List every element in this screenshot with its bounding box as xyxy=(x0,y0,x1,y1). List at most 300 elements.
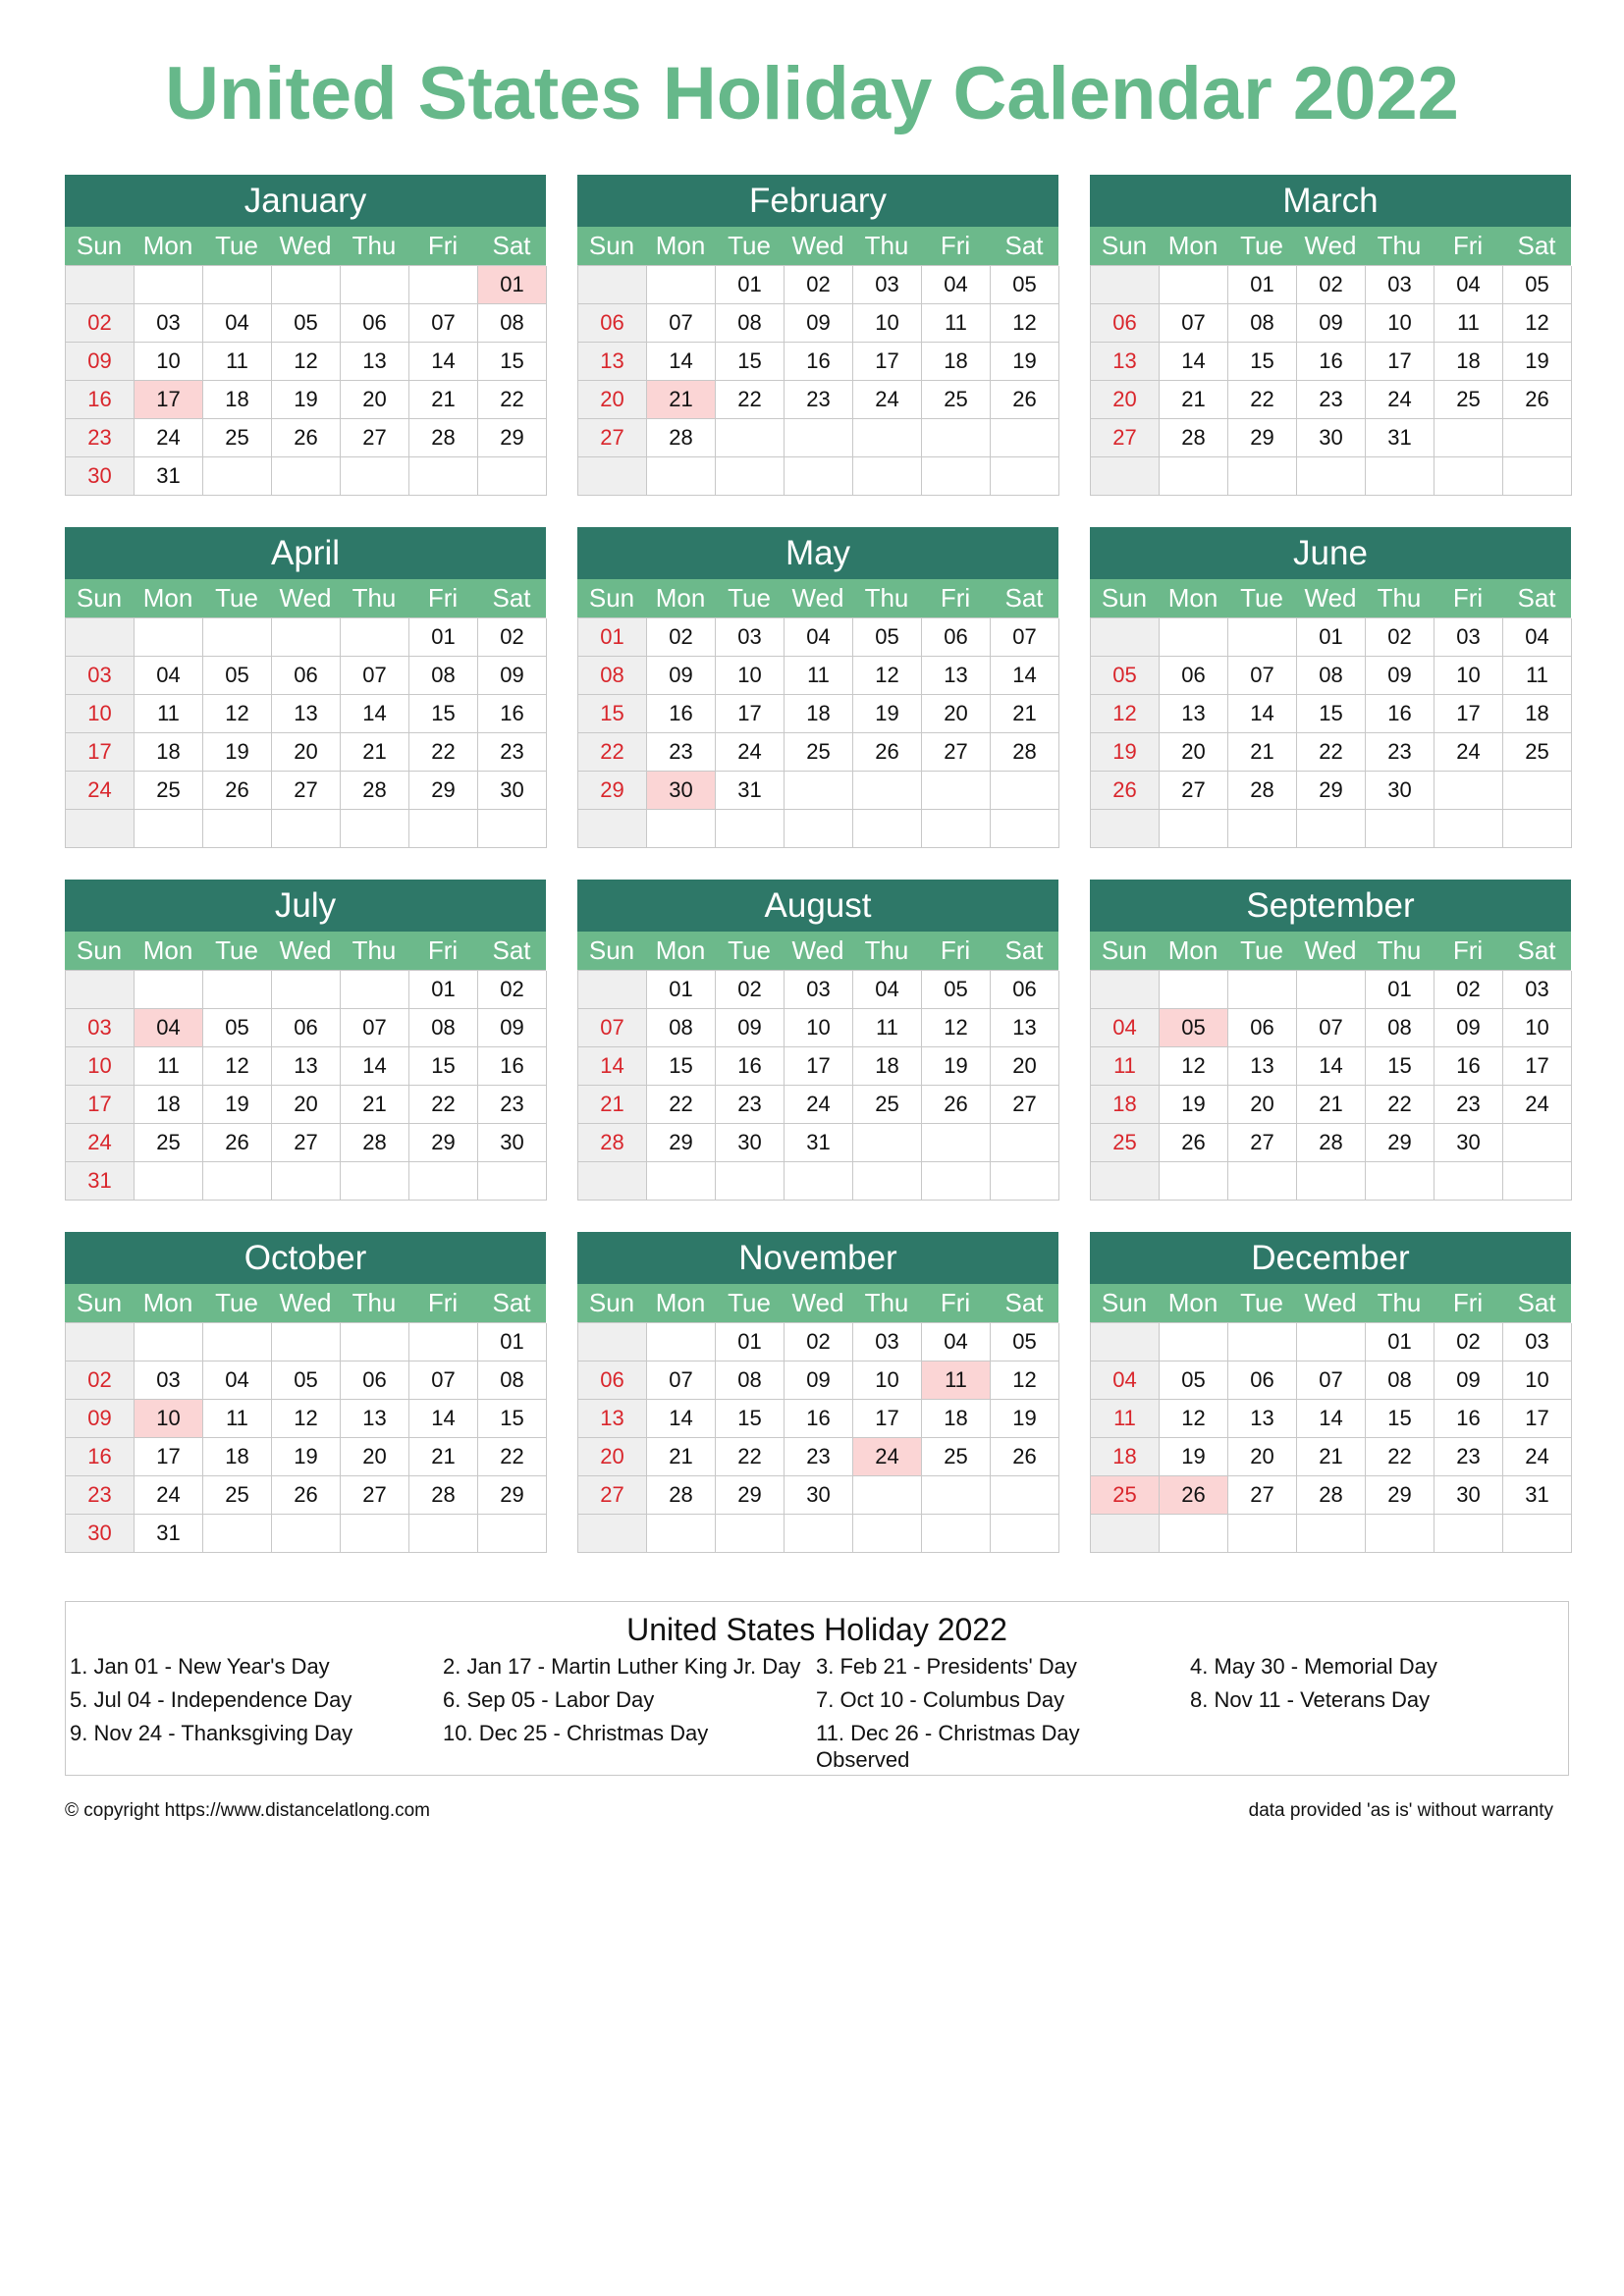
holiday-day-cell: 25 xyxy=(1091,1476,1160,1515)
empty-day-cell xyxy=(341,1323,409,1362)
day-grid xyxy=(1090,617,1571,848)
day-cell: 16 xyxy=(647,695,716,733)
week-row xyxy=(1091,1047,1571,1086)
week-row xyxy=(66,343,546,381)
weekday-label: Sun xyxy=(1101,1288,1148,1317)
day-cell: 28 xyxy=(341,772,409,810)
day-cell: 03 xyxy=(716,618,785,657)
day-cell: 18 xyxy=(1091,1086,1160,1124)
empty-day-cell xyxy=(1160,810,1228,848)
empty-day-cell xyxy=(1435,419,1503,457)
weekday-label: Thu xyxy=(352,935,397,965)
empty-day-cell xyxy=(578,1515,647,1553)
day-cell: 07 xyxy=(578,1009,647,1047)
day-cell: 13 xyxy=(578,343,647,381)
day-cell: 17 xyxy=(1503,1047,1572,1086)
weekday-label: Thu xyxy=(352,231,397,260)
day-cell: 25 xyxy=(203,1476,272,1515)
day-cell: 28 xyxy=(991,733,1059,772)
day-cell: 27 xyxy=(922,733,991,772)
day-cell: 22 xyxy=(478,381,547,419)
day-cell: 29 xyxy=(1228,419,1297,457)
day-cell: 08 xyxy=(716,1362,785,1400)
week-row xyxy=(1091,1009,1571,1047)
day-cell: 26 xyxy=(203,1124,272,1162)
day-cell: 06 xyxy=(1228,1362,1297,1400)
day-cell: 26 xyxy=(991,381,1059,419)
month-name: December xyxy=(1090,1232,1571,1284)
empty-day-cell xyxy=(203,457,272,496)
day-cell: 04 xyxy=(135,657,203,695)
day-cell: 09 xyxy=(1435,1362,1503,1400)
day-cell: 01 xyxy=(409,618,478,657)
week-row xyxy=(66,1362,546,1400)
weekday-label: Sun xyxy=(588,231,635,260)
empty-day-cell xyxy=(1228,618,1297,657)
holiday-item: 4. May 30 - Memorial Day xyxy=(1190,1654,1437,1679)
day-cell: 04 xyxy=(203,304,272,343)
week-row xyxy=(578,1362,1058,1400)
weekday-header-row xyxy=(577,1284,1058,1322)
day-cell: 06 xyxy=(341,304,409,343)
empty-day-cell xyxy=(1297,971,1366,1009)
day-cell: 14 xyxy=(647,343,716,381)
day-cell: 15 xyxy=(647,1047,716,1086)
day-cell: 07 xyxy=(409,1362,478,1400)
day-cell: 07 xyxy=(1297,1362,1366,1400)
day-cell: 16 xyxy=(785,343,853,381)
day-grid xyxy=(65,617,546,848)
empty-day-cell xyxy=(1228,1515,1297,1553)
day-cell: 12 xyxy=(991,304,1059,343)
day-cell: 30 xyxy=(1435,1476,1503,1515)
empty-day-cell xyxy=(409,1515,478,1553)
week-row xyxy=(1091,733,1571,772)
day-cell: 04 xyxy=(203,1362,272,1400)
empty-day-cell xyxy=(135,618,203,657)
week-row xyxy=(66,618,546,657)
empty-day-cell xyxy=(716,1162,785,1201)
weekday-label: Sun xyxy=(1101,583,1148,613)
weekday-label: Fri xyxy=(427,583,459,613)
day-cell: 17 xyxy=(853,1400,922,1438)
day-cell: 02 xyxy=(1297,266,1366,304)
day-cell: 22 xyxy=(1366,1086,1435,1124)
day-cell: 31 xyxy=(1503,1476,1572,1515)
week-row xyxy=(66,1323,546,1362)
week-row xyxy=(1091,1323,1571,1362)
day-cell: 19 xyxy=(1160,1438,1228,1476)
week-row xyxy=(578,971,1058,1009)
holiday-list xyxy=(66,1649,1568,1772)
week-row xyxy=(578,1086,1058,1124)
day-cell: 24 xyxy=(66,772,135,810)
day-cell: 05 xyxy=(991,266,1059,304)
weekday-label: Thu xyxy=(352,583,397,613)
day-cell: 20 xyxy=(272,733,341,772)
day-cell: 20 xyxy=(578,381,647,419)
empty-day-cell xyxy=(478,457,547,496)
day-cell: 06 xyxy=(1228,1009,1297,1047)
day-cell: 01 xyxy=(1366,971,1435,1009)
weekday-header-row xyxy=(65,932,546,970)
day-cell: 20 xyxy=(991,1047,1059,1086)
day-grid xyxy=(1090,970,1571,1201)
day-cell: 07 xyxy=(991,618,1059,657)
empty-day-cell xyxy=(66,266,135,304)
day-cell: 02 xyxy=(478,618,547,657)
day-cell: 04 xyxy=(1091,1009,1160,1047)
day-cell: 11 xyxy=(922,304,991,343)
weekday-label: Sat xyxy=(1004,583,1044,613)
weekday-header-row xyxy=(65,227,546,265)
day-cell: 19 xyxy=(203,1086,272,1124)
empty-day-cell xyxy=(785,419,853,457)
day-cell: 12 xyxy=(272,343,341,381)
day-cell: 15 xyxy=(1228,343,1297,381)
day-cell: 26 xyxy=(1503,381,1572,419)
day-cell: 04 xyxy=(922,266,991,304)
day-grid xyxy=(1090,265,1571,496)
day-cell: 19 xyxy=(272,1438,341,1476)
day-cell: 15 xyxy=(409,1047,478,1086)
day-cell: 12 xyxy=(1160,1400,1228,1438)
holiday-day-cell: 17 xyxy=(135,381,203,419)
day-cell: 01 xyxy=(1366,1323,1435,1362)
day-cell: 08 xyxy=(1228,304,1297,343)
day-cell: 22 xyxy=(1297,733,1366,772)
empty-day-cell xyxy=(991,810,1059,848)
empty-day-cell xyxy=(1160,457,1228,496)
empty-day-cell xyxy=(716,457,785,496)
holiday-item: 10. Dec 25 - Christmas Day xyxy=(443,1721,709,1745)
day-cell: 21 xyxy=(409,1438,478,1476)
day-cell: 30 xyxy=(66,1515,135,1553)
empty-day-cell xyxy=(478,810,547,848)
week-row xyxy=(1091,1086,1571,1124)
day-cell: 01 xyxy=(716,266,785,304)
day-cell: 29 xyxy=(478,1476,547,1515)
day-cell: 24 xyxy=(785,1086,853,1124)
week-row xyxy=(1091,618,1571,657)
day-cell: 13 xyxy=(1228,1400,1297,1438)
day-cell: 30 xyxy=(716,1124,785,1162)
empty-day-cell xyxy=(203,1515,272,1553)
day-cell: 13 xyxy=(991,1009,1059,1047)
day-cell: 11 xyxy=(853,1009,922,1047)
day-cell: 09 xyxy=(478,1009,547,1047)
day-cell: 28 xyxy=(1297,1476,1366,1515)
day-cell: 10 xyxy=(1435,657,1503,695)
week-row xyxy=(1091,1362,1571,1400)
day-cell: 06 xyxy=(341,1362,409,1400)
week-row xyxy=(578,1009,1058,1047)
weekday-label: Sun xyxy=(588,583,635,613)
day-cell: 01 xyxy=(1297,618,1366,657)
holiday-item: 2. Jan 17 - Martin Luther King Jr. Day xyxy=(443,1654,801,1679)
weekday-header-row xyxy=(1090,579,1571,617)
day-cell: 14 xyxy=(1160,343,1228,381)
empty-day-cell xyxy=(853,772,922,810)
day-cell: 08 xyxy=(647,1009,716,1047)
empty-day-cell xyxy=(1297,1323,1366,1362)
day-cell: 18 xyxy=(1435,343,1503,381)
holiday-day-cell: 10 xyxy=(135,1400,203,1438)
weekday-label: Wed xyxy=(279,935,332,965)
day-cell: 16 xyxy=(66,381,135,419)
day-cell: 11 xyxy=(203,1400,272,1438)
empty-day-cell xyxy=(66,1323,135,1362)
day-cell: 16 xyxy=(785,1400,853,1438)
day-cell: 08 xyxy=(478,1362,547,1400)
weekday-label: Sat xyxy=(1004,935,1044,965)
weekday-label: Sat xyxy=(1004,231,1044,260)
weekday-label: Wed xyxy=(1304,231,1357,260)
day-cell: 13 xyxy=(341,343,409,381)
week-row xyxy=(578,733,1058,772)
empty-day-cell xyxy=(203,266,272,304)
day-cell: 22 xyxy=(647,1086,716,1124)
day-cell: 06 xyxy=(578,304,647,343)
empty-day-cell xyxy=(272,457,341,496)
weekday-label: Mon xyxy=(142,1288,193,1317)
day-cell: 26 xyxy=(203,772,272,810)
day-cell: 19 xyxy=(1160,1086,1228,1124)
day-cell: 09 xyxy=(1297,304,1366,343)
week-row xyxy=(66,1162,546,1201)
day-cell: 18 xyxy=(785,695,853,733)
empty-day-cell xyxy=(991,1515,1059,1553)
copyright-text: © copyright https://www.distancelatlong.com xyxy=(65,1800,431,1821)
day-cell: 25 xyxy=(203,419,272,457)
day-cell: 19 xyxy=(991,1400,1059,1438)
empty-day-cell xyxy=(853,1124,922,1162)
empty-day-cell xyxy=(1228,971,1297,1009)
weekday-label: Tue xyxy=(728,231,771,260)
day-cell: 23 xyxy=(66,1476,135,1515)
day-cell: 22 xyxy=(409,733,478,772)
empty-day-cell xyxy=(1160,266,1228,304)
week-row xyxy=(1091,1400,1571,1438)
day-cell: 02 xyxy=(1366,618,1435,657)
day-cell: 22 xyxy=(478,1438,547,1476)
day-cell: 07 xyxy=(647,304,716,343)
day-cell: 14 xyxy=(578,1047,647,1086)
week-row xyxy=(1091,457,1571,496)
empty-day-cell xyxy=(341,971,409,1009)
weekday-label: Tue xyxy=(215,1288,258,1317)
month-name: February xyxy=(577,175,1058,227)
week-row xyxy=(1091,810,1571,848)
weekday-label: Mon xyxy=(1167,935,1218,965)
day-cell: 09 xyxy=(1435,1009,1503,1047)
day-cell: 07 xyxy=(1228,657,1297,695)
empty-day-cell xyxy=(135,810,203,848)
day-grid xyxy=(1090,1322,1571,1553)
empty-day-cell xyxy=(991,1476,1059,1515)
day-cell: 30 xyxy=(478,772,547,810)
week-row xyxy=(1091,971,1571,1009)
day-cell: 03 xyxy=(1435,618,1503,657)
weekday-label: Tue xyxy=(1240,231,1283,260)
weekday-label: Thu xyxy=(1377,231,1422,260)
day-cell: 23 xyxy=(1366,733,1435,772)
week-row xyxy=(578,1400,1058,1438)
week-row xyxy=(66,695,546,733)
day-cell: 10 xyxy=(1503,1009,1572,1047)
empty-day-cell xyxy=(716,810,785,848)
day-cell: 15 xyxy=(478,343,547,381)
day-cell: 02 xyxy=(716,971,785,1009)
weekday-label: Thu xyxy=(1377,935,1422,965)
weekday-label: Wed xyxy=(279,583,332,613)
week-row xyxy=(578,1476,1058,1515)
day-cell: 31 xyxy=(135,457,203,496)
empty-day-cell xyxy=(1297,810,1366,848)
month-march xyxy=(1090,175,1571,501)
empty-day-cell xyxy=(647,810,716,848)
month-april xyxy=(65,527,546,853)
empty-day-cell xyxy=(1228,457,1297,496)
day-cell: 23 xyxy=(66,419,135,457)
empty-day-cell xyxy=(272,810,341,848)
day-cell: 27 xyxy=(341,419,409,457)
weekday-label: Sun xyxy=(76,231,123,260)
day-cell: 06 xyxy=(1160,657,1228,695)
day-cell: 24 xyxy=(135,419,203,457)
week-row xyxy=(66,304,546,343)
day-cell: 17 xyxy=(1503,1400,1572,1438)
empty-day-cell xyxy=(135,1323,203,1362)
day-cell: 28 xyxy=(647,419,716,457)
month-august xyxy=(577,880,1058,1205)
weekday-label: Thu xyxy=(864,1288,909,1317)
weekday-label: Mon xyxy=(142,231,193,260)
weekday-label: Fri xyxy=(1452,583,1484,613)
day-cell: 15 xyxy=(409,695,478,733)
empty-day-cell xyxy=(785,457,853,496)
weekday-label: Sat xyxy=(492,1288,531,1317)
day-cell: 01 xyxy=(647,971,716,1009)
empty-day-cell xyxy=(409,1323,478,1362)
day-cell: 20 xyxy=(341,1438,409,1476)
day-cell: 27 xyxy=(578,1476,647,1515)
month-name: August xyxy=(577,880,1058,932)
week-row xyxy=(66,1515,546,1553)
day-cell: 25 xyxy=(1503,733,1572,772)
week-row xyxy=(578,810,1058,848)
day-cell: 08 xyxy=(478,304,547,343)
month-name: May xyxy=(577,527,1058,579)
day-cell: 17 xyxy=(785,1047,853,1086)
day-cell: 18 xyxy=(135,1086,203,1124)
day-cell: 25 xyxy=(922,381,991,419)
day-cell: 26 xyxy=(853,733,922,772)
weekday-label: Tue xyxy=(215,935,258,965)
empty-day-cell xyxy=(785,772,853,810)
day-cell: 25 xyxy=(135,772,203,810)
week-row xyxy=(578,419,1058,457)
empty-day-cell xyxy=(922,1476,991,1515)
day-cell: 23 xyxy=(1435,1086,1503,1124)
week-row xyxy=(66,657,546,695)
week-row xyxy=(66,1400,546,1438)
empty-day-cell xyxy=(203,1323,272,1362)
month-name: October xyxy=(65,1232,546,1284)
day-cell: 24 xyxy=(1503,1438,1572,1476)
holiday-item: 6. Sep 05 - Labor Day xyxy=(443,1687,655,1712)
week-row xyxy=(1091,304,1571,343)
day-cell: 05 xyxy=(1091,657,1160,695)
week-row xyxy=(578,772,1058,810)
week-row xyxy=(1091,1515,1571,1553)
week-row xyxy=(578,1438,1058,1476)
week-row xyxy=(1091,1162,1571,1201)
empty-day-cell xyxy=(922,419,991,457)
day-cell: 19 xyxy=(203,733,272,772)
empty-day-cell xyxy=(853,419,922,457)
empty-day-cell xyxy=(478,1515,547,1553)
day-cell: 29 xyxy=(409,1124,478,1162)
day-cell: 18 xyxy=(922,343,991,381)
holiday-day-cell: 11 xyxy=(922,1362,991,1400)
empty-day-cell xyxy=(578,810,647,848)
weekday-label: Thu xyxy=(864,935,909,965)
day-cell: 09 xyxy=(785,1362,853,1400)
day-cell: 20 xyxy=(1160,733,1228,772)
day-cell: 14 xyxy=(409,1400,478,1438)
empty-day-cell xyxy=(135,971,203,1009)
day-cell: 11 xyxy=(135,1047,203,1086)
day-cell: 12 xyxy=(203,695,272,733)
weekday-label: Sun xyxy=(1101,935,1148,965)
day-cell: 27 xyxy=(1228,1476,1297,1515)
month-name: March xyxy=(1090,175,1571,227)
day-cell: 19 xyxy=(991,343,1059,381)
day-cell: 15 xyxy=(578,695,647,733)
day-cell: 29 xyxy=(716,1476,785,1515)
empty-day-cell xyxy=(578,1162,647,1201)
empty-day-cell xyxy=(1160,1515,1228,1553)
week-row xyxy=(578,1047,1058,1086)
week-row xyxy=(1091,266,1571,304)
day-cell: 25 xyxy=(853,1086,922,1124)
day-cell: 16 xyxy=(1435,1047,1503,1086)
empty-day-cell xyxy=(578,266,647,304)
empty-day-cell xyxy=(1228,1323,1297,1362)
empty-day-cell xyxy=(647,1515,716,1553)
empty-day-cell xyxy=(785,810,853,848)
disclaimer-text: data provided 'as is' without warranty xyxy=(1248,1800,1553,1821)
empty-day-cell xyxy=(991,419,1059,457)
day-cell: 28 xyxy=(647,1476,716,1515)
day-cell: 22 xyxy=(409,1086,478,1124)
day-cell: 21 xyxy=(409,381,478,419)
week-row xyxy=(1091,419,1571,457)
empty-day-cell xyxy=(853,1476,922,1515)
day-cell: 10 xyxy=(853,304,922,343)
day-cell: 21 xyxy=(991,695,1059,733)
day-cell: 25 xyxy=(1435,381,1503,419)
day-cell: 19 xyxy=(1503,343,1572,381)
day-cell: 11 xyxy=(785,657,853,695)
day-cell: 30 xyxy=(478,1124,547,1162)
day-cell: 12 xyxy=(1091,695,1160,733)
month-january xyxy=(65,175,546,501)
day-cell: 17 xyxy=(135,1438,203,1476)
empty-day-cell xyxy=(1435,772,1503,810)
day-cell: 04 xyxy=(922,1323,991,1362)
